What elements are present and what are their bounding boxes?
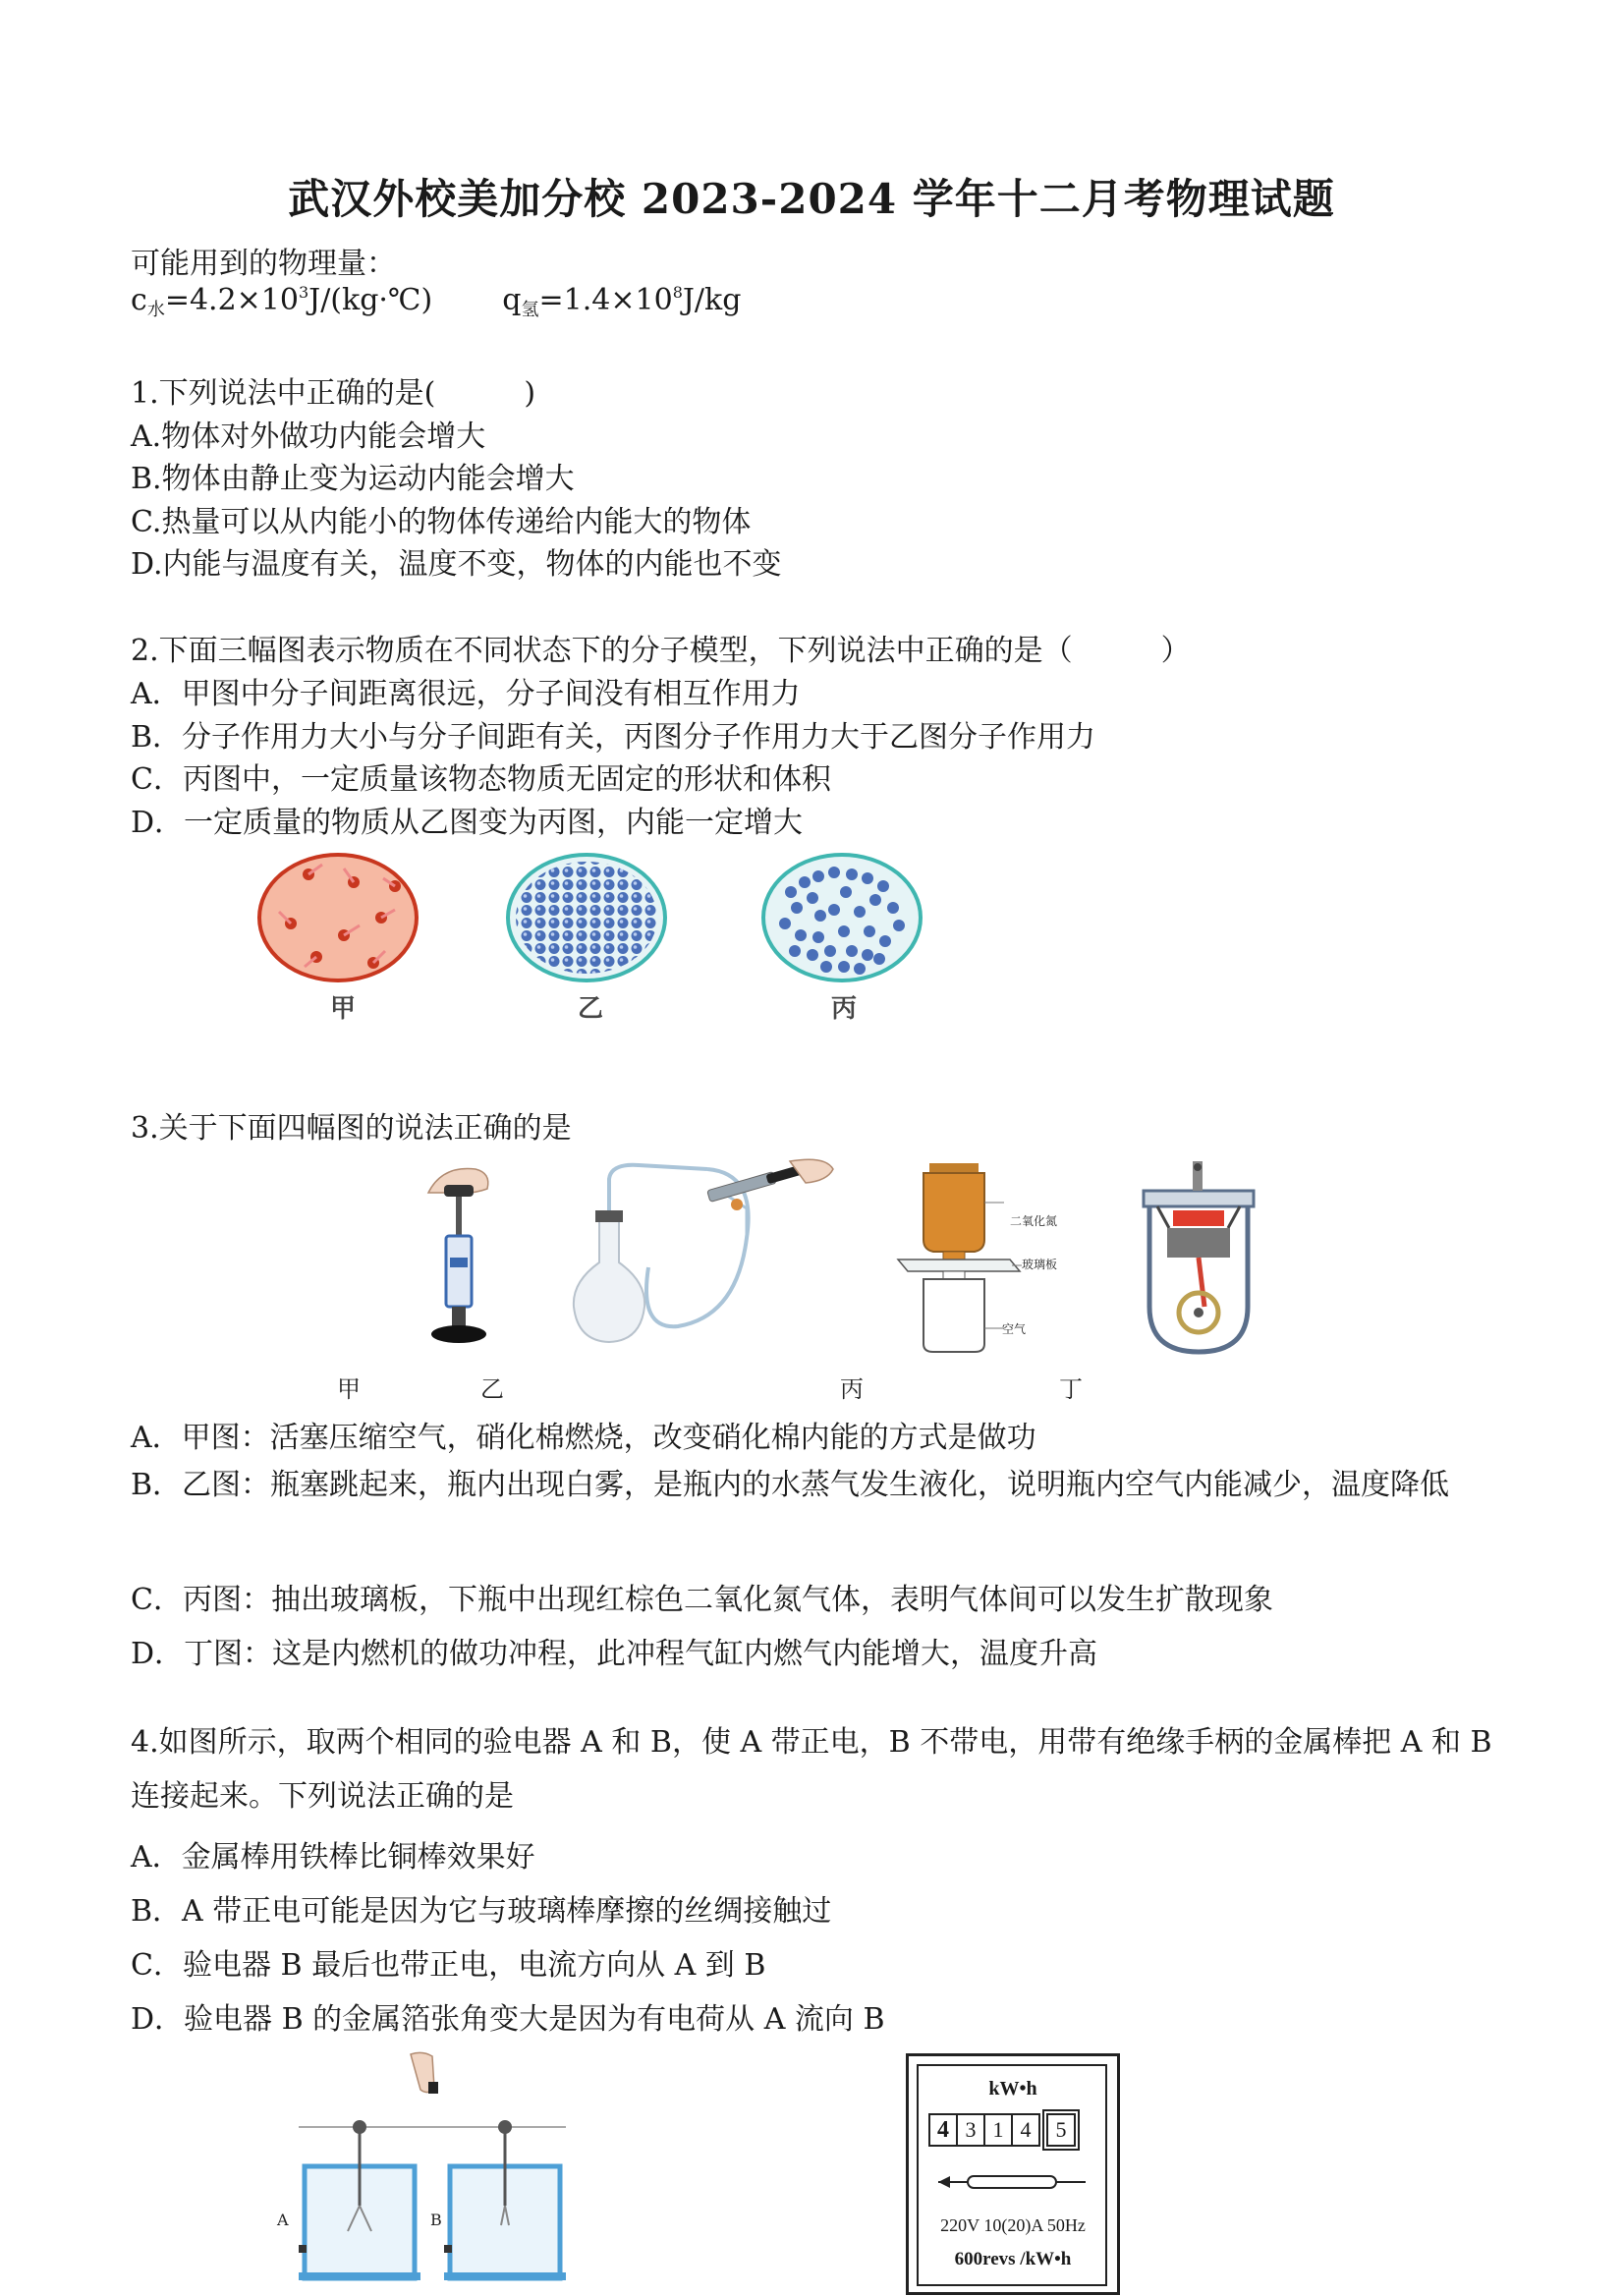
gas-molecule-diagram xyxy=(257,853,420,982)
question-1-stem: 1.下列说法中正确的是( ) xyxy=(131,376,536,411)
annotation-air: 空气 xyxy=(1002,1322,1027,1336)
solid-molecule-diagram xyxy=(506,853,668,982)
flask-apparatus xyxy=(560,1159,845,1356)
question-1-option-b: B.物体由静止变为运动内能会增大 xyxy=(131,462,575,496)
meter-digit-1: 4 xyxy=(928,2113,958,2147)
q3-label-ding: 丁 xyxy=(1059,1375,1083,1403)
question-3-option-a: A．甲图：活塞压缩空气，硝化棉燃烧，改变硝化棉内能的方式是做功 xyxy=(131,1421,1036,1455)
c-prefix: c xyxy=(131,283,147,317)
meter-digit-3: 1 xyxy=(985,2113,1013,2147)
annotation-glass-plate: 玻璃板 xyxy=(1022,1258,1058,1271)
question-3-stem: 3.关于下面四幅图的说法正确的是 xyxy=(131,1111,572,1146)
question-4-option-a: A．金属棒用铁棒比铜棒效果好 xyxy=(131,1840,535,1875)
q-prefix: q xyxy=(502,283,522,317)
electroscope-label-b: B xyxy=(430,2211,442,2229)
q-value: =1.4×10 xyxy=(538,283,673,317)
meter-digits xyxy=(928,2113,1076,2147)
question-3-option-d: D．丁图：这是内燃机的做功冲程，此冲程气缸内燃气内能增大，温度升高 xyxy=(131,1637,1098,1671)
c-exponent: 3 xyxy=(298,283,309,302)
q3-label-yi: 乙 xyxy=(480,1375,504,1403)
figure-label-jia: 甲 xyxy=(330,994,357,1024)
question-2-option-a: A．甲图中分子间距离很远，分子间没有相互作用力 xyxy=(131,677,801,711)
question-4-option-c: C．验电器 B 最后也带正电，电流方向从 A 到 B xyxy=(131,1948,766,1983)
question-3-option-b: B．乙图：瓶塞跳起来，瓶内出现白雾，是瓶内的水蒸气发生液化，说明瓶内空气内能减少，温度降低 xyxy=(131,1468,1450,1502)
question-4-option-d: D．验电器 B 的金属箔张角变大是因为有电荷从 A 流向 B xyxy=(131,2002,885,2037)
question-4-option-b: B．A 带正电可能是因为它与玻璃棒摩擦的丝绸接触过 xyxy=(131,1894,832,1929)
figure-label-bing: 丙 xyxy=(831,994,858,1024)
q-subscript: 氢 xyxy=(521,300,539,320)
annotation-no2: 二氧化氮 xyxy=(1010,1214,1058,1228)
figure-label-yi: 乙 xyxy=(578,994,604,1024)
liquid-molecule-diagram xyxy=(761,853,923,982)
c-unit: J/(kg·℃) xyxy=(308,283,433,317)
electroscope-label-a: A xyxy=(277,2211,289,2229)
meter-rating: 220V 10(20)A 50Hz xyxy=(940,2215,1086,2235)
engine-cylinder-diagram xyxy=(1140,1159,1258,1356)
q3-label-jia: 甲 xyxy=(337,1375,361,1403)
question-2-stem: 2.下面三幅图表示物质在不同状态下的分子模型，下列说法中正确的是（ ） xyxy=(131,634,1191,668)
c-value: =4.2×10 xyxy=(164,283,299,317)
q3-label-bing: 丙 xyxy=(840,1375,864,1403)
question-1-option-a: A.物体对外做功内能会增大 xyxy=(131,420,486,454)
meter-revs: 600revs /kW•h xyxy=(954,2249,1072,2269)
meter-unit: kW•h xyxy=(988,2078,1037,2100)
question-4-stem: 4.如图所示，取两个相同的验电器 A 和 B，使 A 带正电，B 不带电，用带有绝缘手柄的金属棒把 A 和 B 连接起来。下列说法正确的是 xyxy=(131,1725,1492,1814)
question-2-option-d: D．一定质量的物质从乙图变为丙图，内能一定增大 xyxy=(131,806,804,840)
question-1-option-c: C.热量可以从内能小的物体传递给内能大的物体 xyxy=(131,505,752,539)
meter-disc-window xyxy=(938,2170,1086,2194)
constants-formulas xyxy=(131,283,741,321)
question-1-option-d: D.内能与温度有关，温度不变，物体的内能也不变 xyxy=(131,547,782,582)
question-2-option-b: B．分子作用力大小与分子间距有关，丙图分子作用力大于乙图分子作用力 xyxy=(131,720,1096,755)
air-compression-apparatus xyxy=(422,1159,501,1356)
question-2-option-c: C．丙图中，一定质量该物态物质无固定的形状和体积 xyxy=(131,762,831,797)
question-3-option-c: C．丙图：抽出玻璃板，下瓶中出现红棕色二氧化氮气体，表明气体间可以发生扩散现象 xyxy=(131,1583,1273,1617)
meter-digit-5: 5 xyxy=(1046,2113,1076,2147)
q-unit: J/kg xyxy=(682,283,742,317)
q-exponent: 8 xyxy=(672,283,683,302)
energy-meter xyxy=(906,2053,1120,2295)
constants-intro: 可能用到的物理量： xyxy=(131,247,396,281)
meter-digit-2: 3 xyxy=(958,2113,985,2147)
c-subscript: 水 xyxy=(146,300,165,320)
meter-digit-4: 4 xyxy=(1013,2113,1040,2147)
electroscopes-diagram xyxy=(295,2048,570,2284)
page-title: 武汉外校美加分校 2023-2024 学年十二月考物理试题 xyxy=(288,175,1335,223)
